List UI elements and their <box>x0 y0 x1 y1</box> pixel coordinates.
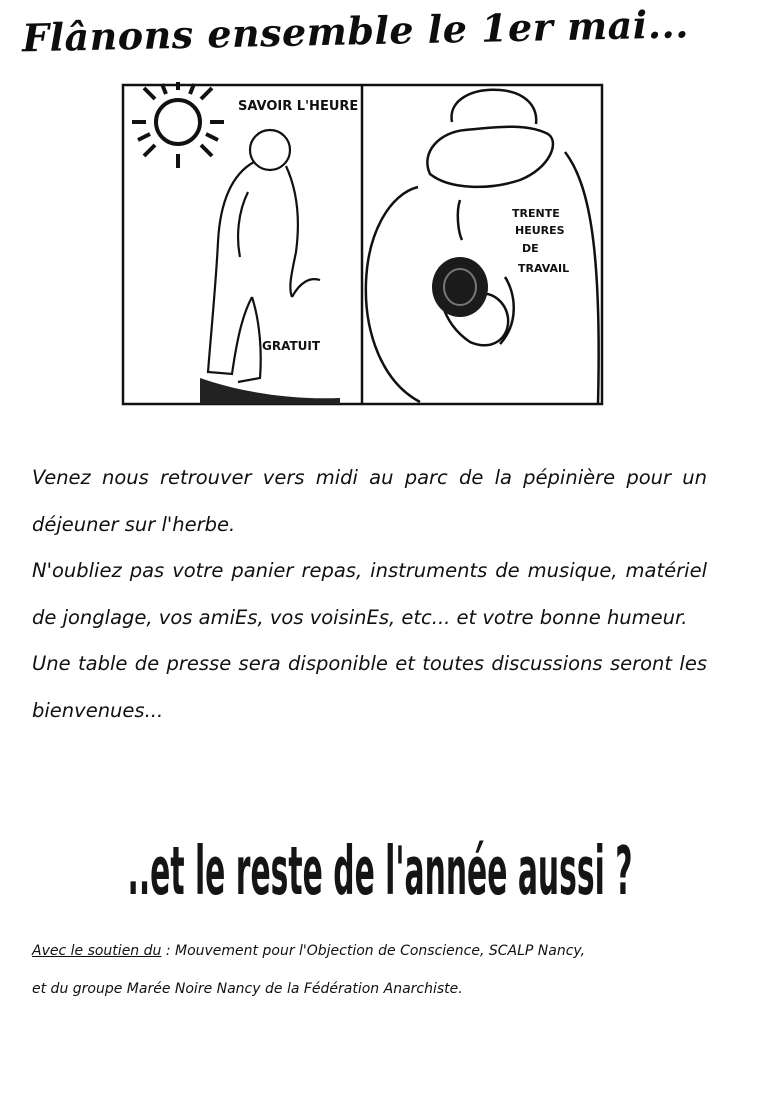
right-label <box>512 207 569 275</box>
invitation-text <box>32 455 707 734</box>
credits-organizations: : Mouvement pour l'Objection de Conscience, SCALP Nancy, <box>161 943 586 959</box>
paragraph-items: N'oubliez pas votre panier repas, instruments de musique, matériel de jonglage, vos amiEs, vos voisinEs, etc... et votre bonne humeur. <box>32 559 707 629</box>
credits-line-1 <box>32 932 732 970</box>
paragraph-press-table: Une table de presse sera disponible et toutes discussions seront les bienvenues... <box>32 652 707 722</box>
credits-lead: Avec le soutien du <box>32 943 162 959</box>
paragraph-rendezvous: Venez nous retrouver vers midi au parc de la pépinière pour un déjeuner sur l'herbe. <box>32 466 707 536</box>
sun-icon <box>132 82 224 168</box>
watch-icon <box>432 257 488 317</box>
slogan-wordart <box>120 822 640 922</box>
left-label: SAVOIR L'HEURE <box>238 99 359 114</box>
svg-text:TRENTE: TRENTE <box>512 207 560 220</box>
slogan-text: ..et le reste de l'année aussi ? <box>127 832 633 911</box>
svg-text:HEURES: HEURES <box>515 224 565 237</box>
support-credits <box>32 932 732 1008</box>
slogan <box>120 822 640 922</box>
credits-line-2: et du groupe Marée Noire Nancy de la Fédération Anarchiste. <box>32 981 463 997</box>
cartoon-drawing <box>120 82 605 407</box>
svg-text:TRAVAIL: TRAVAIL <box>518 262 570 275</box>
svg-text:DE: DE <box>522 242 539 255</box>
ground-shadow <box>200 378 340 404</box>
businessman-figure <box>366 90 599 404</box>
left-price: GRATUIT <box>262 339 321 353</box>
page-title: Flânons ensemble le 1er mai... <box>21 1 690 61</box>
cartoon-illustration <box>120 82 605 407</box>
